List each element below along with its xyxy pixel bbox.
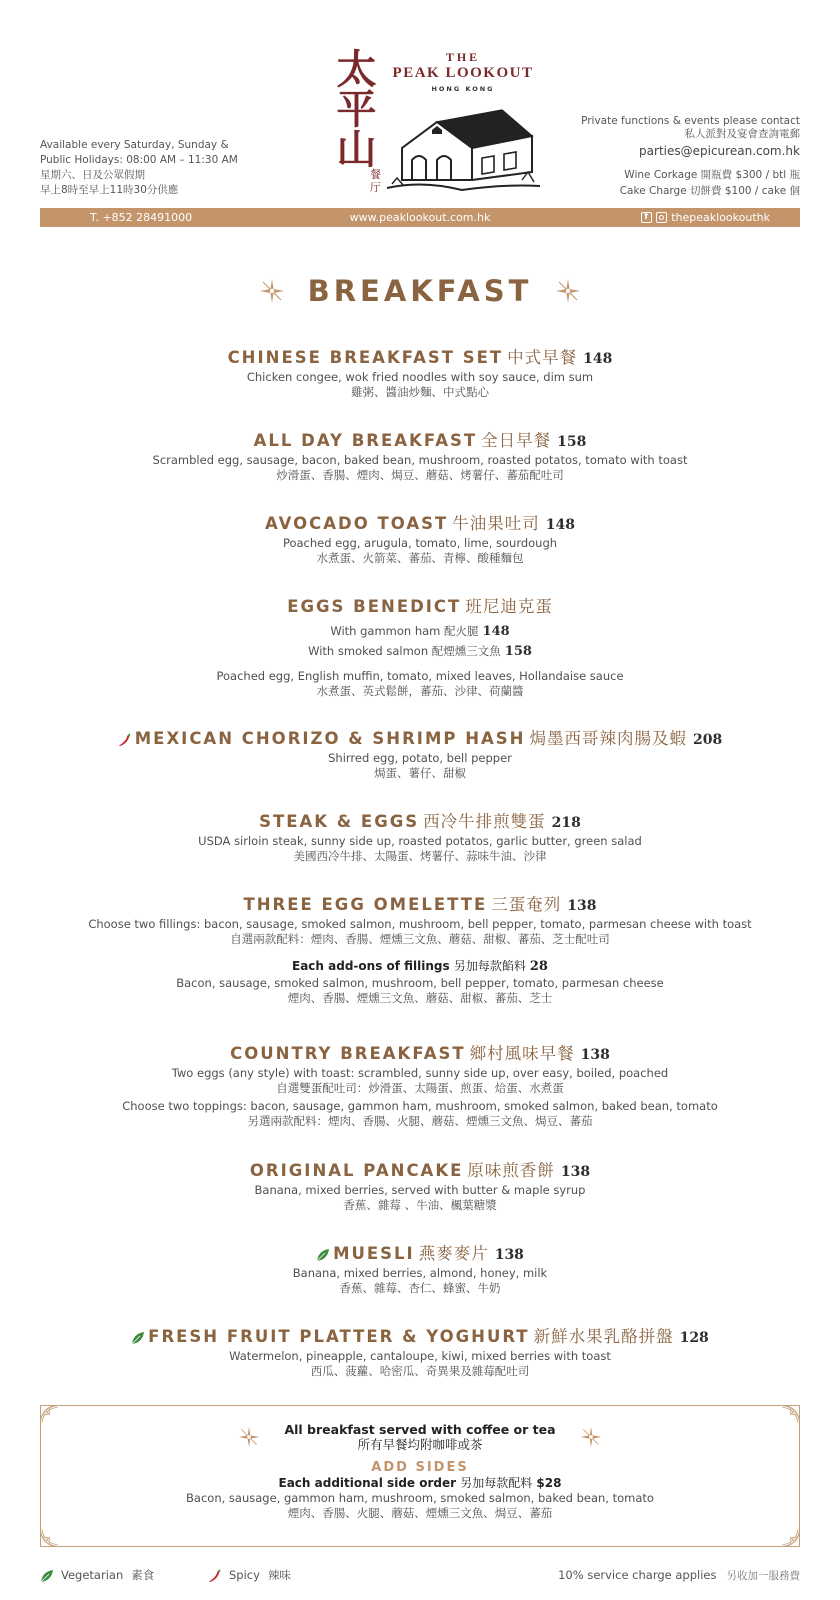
item-desc-zh: 炒滑蛋、香腸、煙肉、焗豆、蘑菇、烤薯仔、蕃茄配吐司 — [276, 468, 564, 482]
item-name-zh: 焗墨西哥辣肉腸及蝦 — [529, 729, 687, 748]
corner-ornament-icon — [778, 1525, 800, 1547]
item-desc-zh: 水煮蛋、英式鬆餅，蕃茄、沙律、荷蘭醬 — [316, 684, 524, 698]
add-sides-title: ADD SIDES — [371, 1460, 469, 1475]
menu-item-original-pancake — [0, 1160, 840, 1213]
item-name: ORIGINAL PANCAKE — [249, 1161, 464, 1180]
website-link[interactable]: www.peaklookout.com.hk — [349, 211, 491, 224]
item-name-zh: 班尼迪克蛋 — [465, 597, 553, 616]
menu-item-all-day-breakfast — [0, 430, 840, 483]
add-sides-heading — [41, 1476, 799, 1491]
item-desc2-zh: 另選兩款配料：煙肉、香腸、火腿、蘑菇、煙燻三文魚、焗豆、蕃茄 — [247, 1114, 593, 1128]
item-desc-en: Banana, mixed berries, served with butter & maple syrup — [254, 1183, 586, 1197]
logo-name: PEAK LOOKOUT — [392, 65, 534, 81]
item-desc-en: Two eggs (any style) with toast: scrambled, sunny side up, over easy, boiled, poached — [171, 1066, 669, 1080]
logo-the: THE — [445, 50, 481, 64]
coffee-note — [284, 1422, 555, 1452]
item-title — [0, 596, 840, 618]
item-name-zh: 鄉村風味早餐 — [469, 1044, 575, 1063]
item-name: MUESLI — [333, 1244, 415, 1263]
legend-spicy — [208, 1565, 291, 1585]
item-desc-zh: 西瓜、菠蘿、哈密瓜、奇異果及雜莓配吐司 — [310, 1364, 530, 1378]
contact-line-2: 私人派對及宴會查詢電郵 — [684, 128, 800, 140]
menu-item-eggs-benedict — [0, 596, 840, 699]
menu-item-chorizo-shrimp-hash — [0, 728, 840, 781]
addon-price: 28 — [529, 959, 548, 974]
item-name: THREE EGG OMELETTE — [243, 895, 488, 914]
legend-spicy-label: Spicy — [229, 1568, 260, 1582]
cake-charge: Cake Charge 切餅費 $100 / cake 個 — [619, 185, 800, 197]
item-desc-en: Choose two fillings: bacon, sausage, smoked salmon, mushroom, bell pepper, tomato, parmesan cheese with toast — [88, 917, 752, 931]
coffee-sides-box — [40, 1405, 800, 1547]
item-desc-zh: 水煮蛋、火箭菜、蕃茄、青檸、酸種麵包 — [316, 551, 524, 565]
item-desc-en: Scrambled egg, sausage, bacon, baked bean, mushroom, roasted potatos, tomato with toast — [152, 453, 688, 467]
addon-desc-zh: 煙肉、香腸、煙燻三文魚、蘑菇、甜椒、蕃茄、芝士 — [287, 991, 553, 1005]
service-charge-zh: 另收加一服務費 — [726, 1570, 800, 1582]
item-desc-en: Shirred egg, potato, bell pepper — [328, 751, 512, 765]
item-title — [0, 728, 840, 751]
add-sides-price: $28 — [536, 1476, 562, 1490]
item-name-zh: 全日早餐 — [481, 431, 552, 450]
item-name-zh: 新鮮水果乳酪拼盤 — [533, 1327, 674, 1346]
logo-city: HONG KONG — [431, 85, 495, 93]
vegetarian-leaf-icon — [316, 1248, 330, 1262]
vegetarian-leaf-icon — [131, 1331, 145, 1345]
menu-item-chinese-breakfast — [0, 347, 840, 400]
item-desc2-en: Choose two toppings: bacon, sausage, gammon ham, mushroom, smoked salmon, baked bean, tomato — [122, 1099, 718, 1113]
logo-chinese-subtitle: 餐厅 — [370, 168, 381, 194]
coffee-row — [41, 1422, 799, 1452]
legend-vegetarian — [40, 1565, 154, 1585]
item-desc-zh: 美國西冷牛排、太陽蛋、烤薯仔、蒜味牛油、沙律 — [293, 849, 547, 863]
menu-title — [0, 274, 840, 308]
flourish-right-icon — [555, 278, 581, 304]
flourish-right-icon — [580, 1426, 602, 1448]
phone-number[interactable]: T. +852 28491000 — [90, 211, 193, 224]
item-price: 138 — [567, 898, 597, 914]
menu-item-avocado-toast — [0, 513, 840, 566]
addon-label: Each add-ons of fillings — [292, 959, 450, 973]
item-desc-en: Chicken congee, wok fried noodles with soy sauce, dim sum — [246, 370, 594, 384]
menu-item-three-egg-omelette — [0, 894, 840, 1006]
item-name: FRESH FRUIT PLATTER & YOGHURT — [148, 1327, 530, 1346]
vegetarian-leaf-icon — [40, 1569, 54, 1583]
contact-line-1: Private functions & events please contact — [581, 115, 800, 127]
legend-vegetarian-label: Vegetarian — [61, 1568, 124, 1582]
item-price: 148 — [545, 517, 575, 533]
item-desc-en: Poached egg, arugula, tomato, lime, sourdough — [282, 536, 558, 550]
info-bar — [40, 208, 800, 227]
item-desc-zh: 香蕉、雜莓 、牛油、楓葉糖漿 — [343, 1198, 497, 1212]
addon-label-zh: 另加每款餡料 — [453, 959, 526, 973]
item-price: 218 — [551, 815, 581, 831]
item-price: 138 — [580, 1047, 610, 1063]
instagram-icon[interactable] — [656, 212, 667, 223]
item-title — [0, 1043, 840, 1066]
item-title — [0, 1160, 840, 1183]
menu-item-fruit-platter-yoghurt — [0, 1326, 840, 1379]
item-title — [0, 347, 840, 370]
option-label: With smoked salmon 配煙燻三文魚 — [308, 644, 501, 658]
contact-info — [500, 115, 800, 198]
item-name-zh: 原味煎香餅 — [467, 1161, 555, 1180]
flourish-left-icon — [238, 1426, 260, 1448]
option-label: With gammon ham 配火腿 — [330, 624, 479, 638]
item-name: ALL DAY BREAKFAST — [253, 431, 478, 450]
menu-item-country-breakfast — [0, 1043, 840, 1129]
item-title — [0, 811, 840, 834]
item-title — [0, 430, 840, 453]
legend-vegetarian-label-zh: 素食 — [131, 1568, 155, 1582]
add-sides-label: Each additional side order — [278, 1476, 457, 1490]
item-price: 138 — [494, 1247, 524, 1263]
item-name-zh: 三蛋奄列 — [491, 895, 562, 914]
item-title — [0, 513, 840, 536]
item-title — [0, 1243, 840, 1266]
add-sides-label-zh: 另加每款配料 — [460, 1476, 533, 1490]
service-charge-note — [558, 1565, 800, 1586]
facebook-icon[interactable] — [641, 212, 652, 223]
item-name: COUNTRY BREAKFAST — [230, 1044, 466, 1063]
availability-info — [40, 138, 280, 198]
spicy-chili-icon — [118, 733, 132, 747]
availability-line-4: 早上8時至早上11時30分供應 — [40, 184, 179, 196]
coffee-note-en: All breakfast served with coffee or tea — [284, 1422, 556, 1437]
item-option — [0, 644, 840, 659]
item-desc-en: Banana, mixed berries, almond, honey, milk — [292, 1266, 548, 1280]
item-name-zh: 燕麥麥片 — [418, 1244, 489, 1263]
legend-spicy-label-zh: 辣味 — [267, 1568, 291, 1582]
menu-item-muesli — [0, 1243, 840, 1296]
menu-title-text: BREAKFAST — [307, 274, 533, 308]
item-price: 148 — [583, 351, 613, 367]
item-name: CHINESE BREAKFAST SET — [227, 348, 504, 367]
addon-desc-en: Bacon, sausage, smoked salmon, mushroom, bell pepper, tomato, parmesan cheese — [176, 976, 664, 990]
contact-email-link[interactable]: parties@epicurean.com.hk — [639, 144, 800, 158]
item-option — [0, 624, 840, 639]
item-price: 208 — [692, 732, 723, 748]
item-title — [0, 1326, 840, 1349]
social-handle-text[interactable]: thepeaklookouthk — [671, 211, 770, 224]
item-name-zh: 中式早餐 — [507, 348, 578, 367]
item-name-zh: 西冷牛排煎雙蛋 — [423, 812, 546, 831]
menu-item-steak-eggs — [0, 811, 840, 864]
add-sides-desc-en: Bacon, sausage, gammon ham, mushroom, smoked salmon, baked bean, tomato — [186, 1491, 654, 1505]
availability-line-3: 星期六、日及公眾假期 — [40, 169, 145, 181]
flourish-left-icon — [259, 278, 285, 304]
availability-line-2: Public Holidays: 08:00 AM – 11:30 AM — [40, 154, 238, 166]
coffee-note-zh: 所有早餐均附咖啡或茶 — [357, 1437, 483, 1452]
item-title — [0, 894, 840, 917]
item-name: STEAK & EGGS — [259, 812, 420, 831]
spicy-chili-icon — [208, 1569, 222, 1583]
corner-ornament-icon — [40, 1525, 62, 1547]
item-desc-zh: 焗蛋、薯仔、甜椒 — [374, 766, 466, 780]
footer-legend — [40, 1565, 800, 1585]
item-price: 158 — [557, 434, 587, 450]
item-name-zh: 牛油果吐司 — [452, 514, 540, 533]
item-name: AVOCADO TOAST — [265, 514, 449, 533]
item-name: MEXICAN CHORIZO & SHRIMP HASH — [134, 729, 526, 748]
add-sides-desc-zh: 煙肉、香腸、火腿、蘑菇、煙燻三文魚、焗豆、蕃茄 — [287, 1506, 553, 1520]
item-price: 128 — [679, 1330, 709, 1346]
addon-heading — [0, 957, 840, 976]
service-charge-en: 10% service charge applies — [558, 1568, 717, 1582]
item-desc-zh: 雞粥、醬油炒麵、中式點心 — [351, 385, 489, 399]
item-desc-en: USDA sirloin steak, sunny side up, roasted potatos, garlic butter, green salad — [198, 834, 642, 848]
item-desc-en: Poached egg, English muffin, tomato, mixed leaves, Hollandaise sauce — [216, 669, 624, 683]
header — [40, 0, 800, 230]
item-price: 138 — [560, 1164, 591, 1180]
availability-line-1: Available every Saturday, Sunday & — [40, 139, 229, 151]
wine-corkage: Wine Corkage 開瓶費 $300 / btl 瓶 — [624, 169, 800, 181]
item-desc-en: Watermelon, pineapple, cantaloupe, kiwi, mixed berries with toast — [229, 1349, 611, 1363]
item-desc-zh: 自選兩款配料：煙肉、香腸、煙燻三文魚、蘑菇、甜椒、蕃茄、芝士配吐司 — [230, 932, 610, 946]
item-desc-zh: 香蕉、雜莓、杏仁、蜂蜜、牛奶 — [339, 1281, 501, 1295]
item-name: EGGS BENEDICT — [287, 597, 462, 616]
option-price: 148 — [482, 624, 510, 639]
box-content — [41, 1422, 799, 1521]
logo-chinese-name: 太平山 — [330, 48, 377, 168]
social-handle[interactable] — [641, 208, 770, 227]
option-price: 158 — [504, 644, 532, 659]
item-desc-zh: 自選雙蛋配吐司：炒滑蛋、太陽蛋、煎蛋、烚蛋、水煮蛋 — [276, 1081, 564, 1095]
